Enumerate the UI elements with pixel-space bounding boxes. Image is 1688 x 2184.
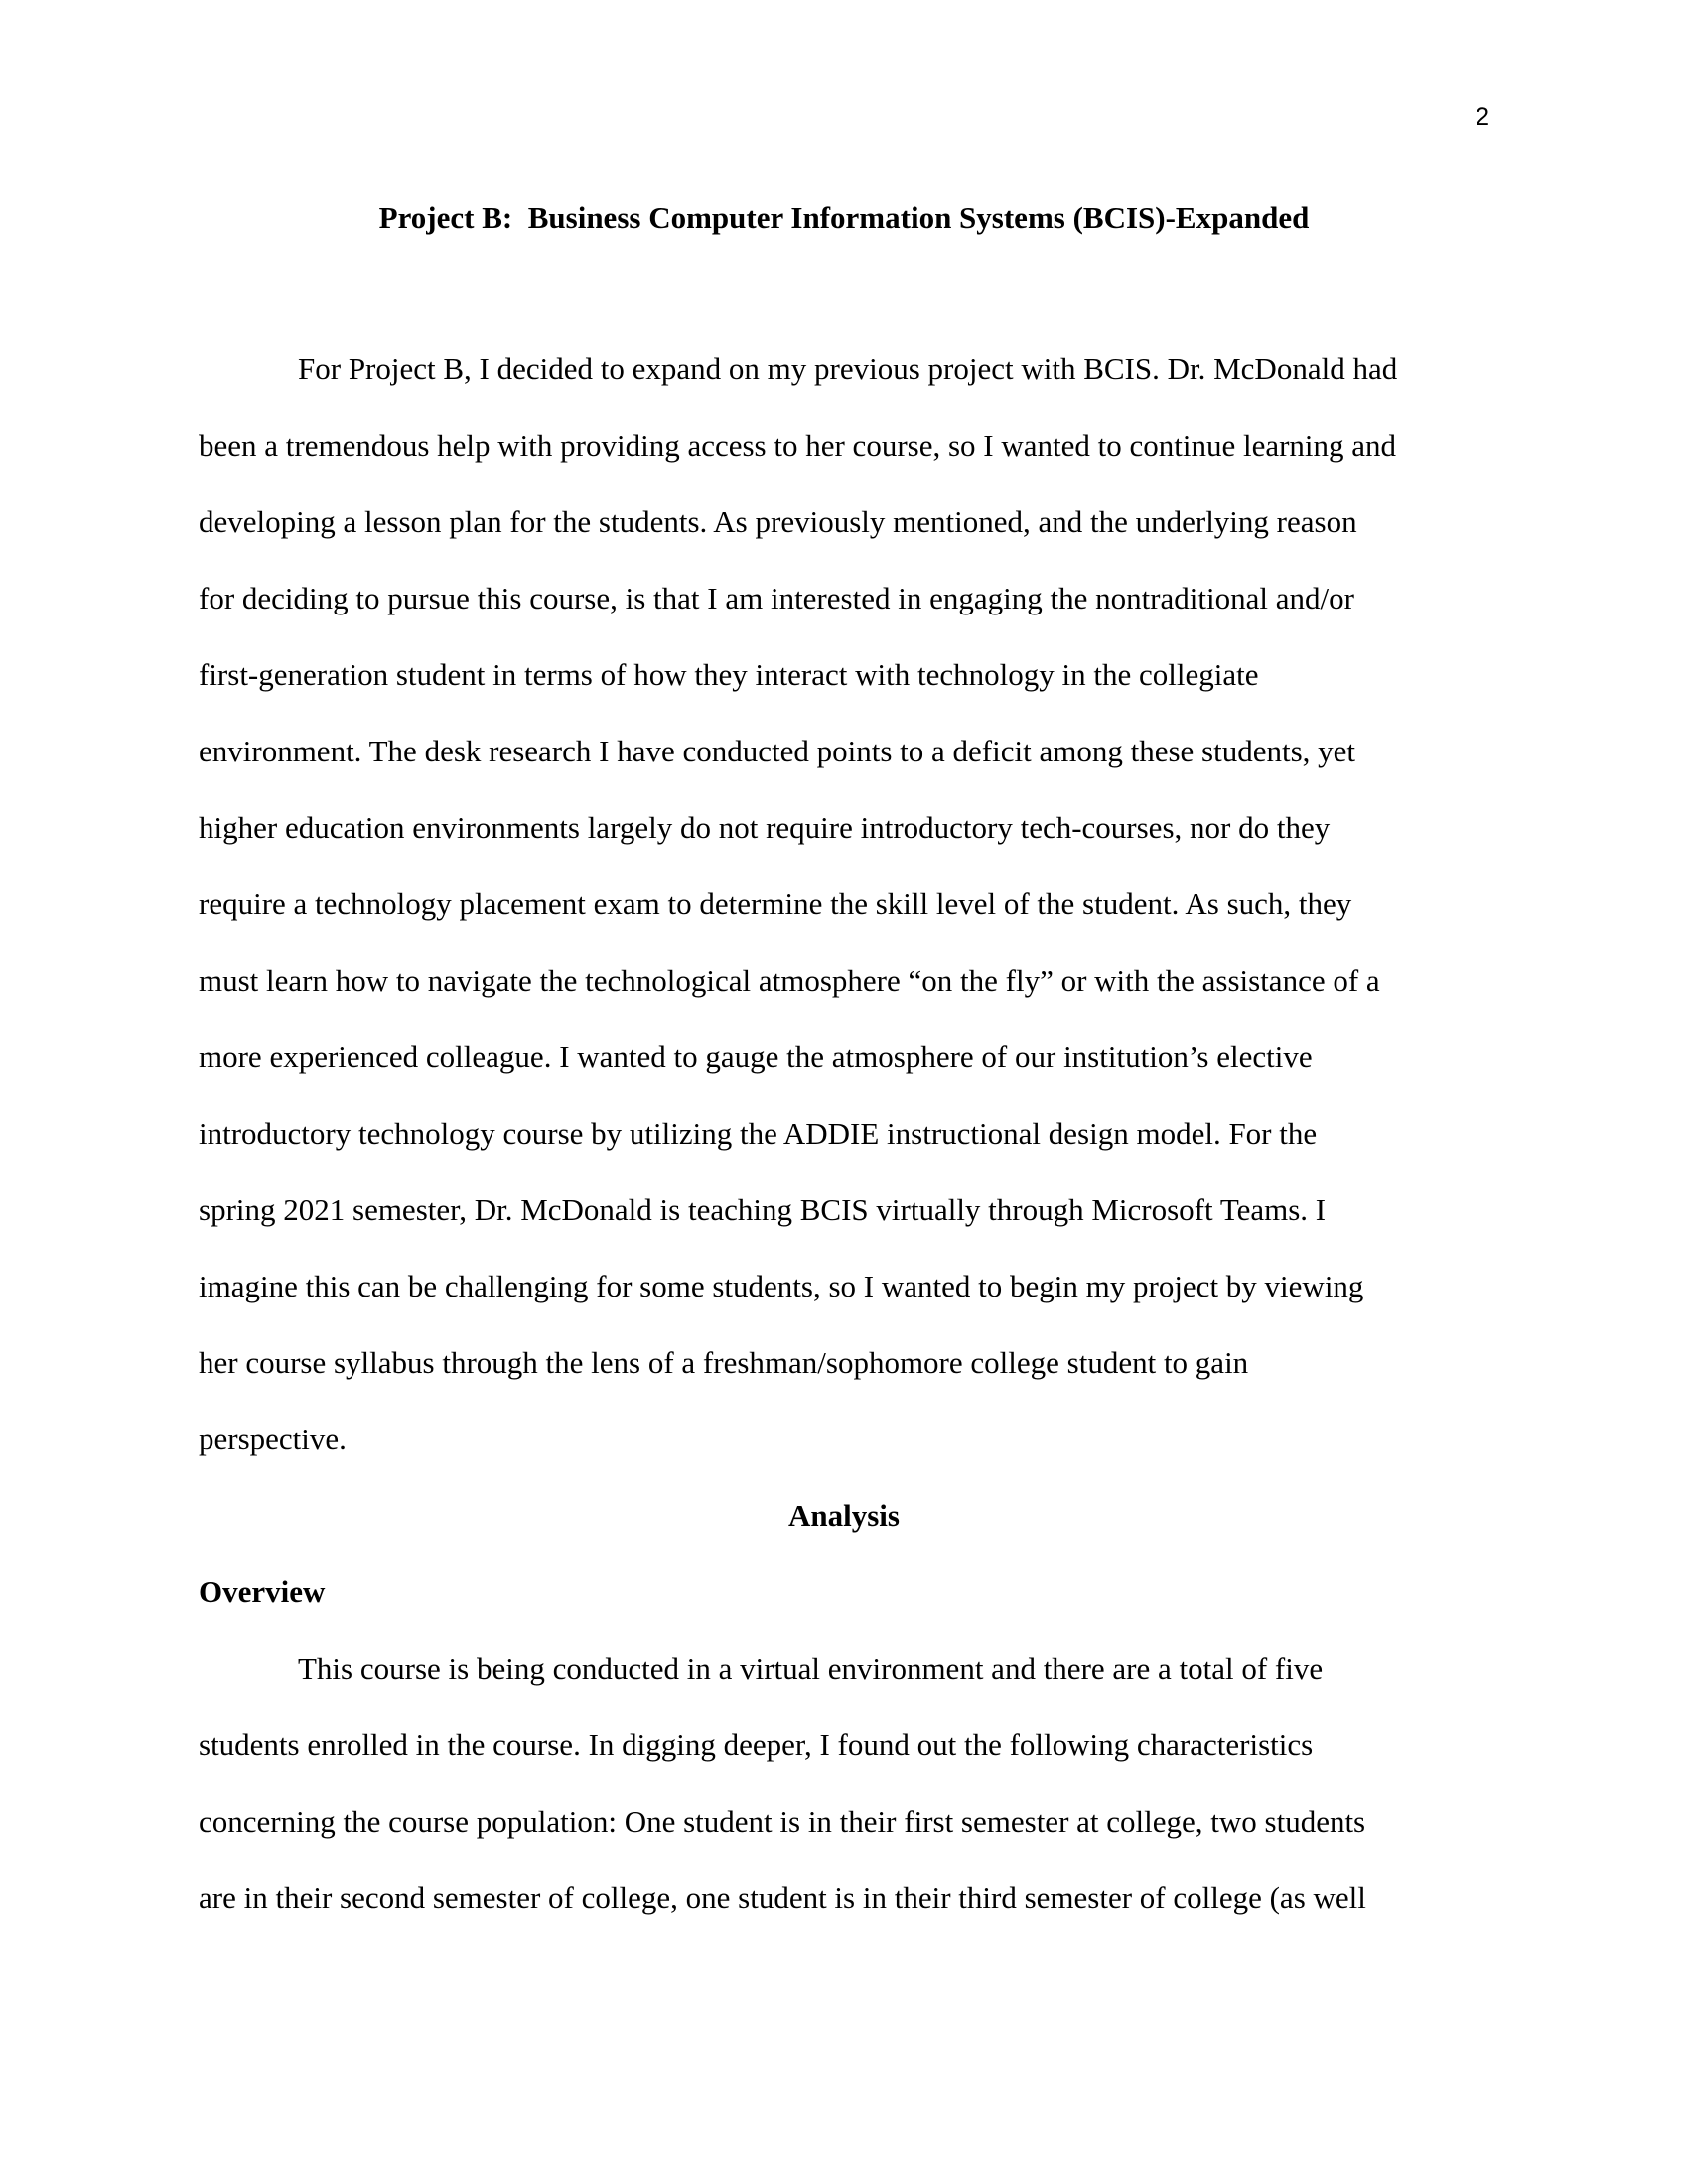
paragraph-line: concerning the course population: One student is in their first semester at college, two students [199,1804,1366,1839]
paragraph-line: must learn how to navigate the technological atmosphere “on the fly” or with the assistance of a [199,963,1380,998]
paragraph-line: perspective. [199,1422,347,1456]
section-heading: Analysis [788,1498,900,1533]
paragraph-line: are in their second semester of college, one student is in their third semester of college (as well [199,1880,1366,1915]
page-number: 2 [1476,103,1489,131]
paragraph-line: This course is being conducted in a virtual environment and there are a total of five [298,1651,1324,1686]
paragraph-line: higher education environments largely do not require introductory tech-courses, nor do they [199,810,1331,845]
subsection-heading: Overview [199,1574,326,1609]
paragraph-line: students enrolled in the course. In digging deeper, I found out the following characteristics [199,1727,1314,1762]
paragraph-line: been a tremendous help with providing access to her course, so I wanted to continue learning and [199,428,1397,463]
paragraph-line: imagine this can be challenging for some students, so I wanted to begin my project by viewing [199,1269,1364,1303]
paragraph-line: more experienced colleague. I wanted to gauge the atmosphere of our institution’s elective [199,1039,1313,1074]
paragraph-line: first-generation student in terms of how they interact with technology in the collegiate [199,657,1259,692]
document-body [199,349,1489,1955]
paragraph-line: spring 2021 semester, Dr. McDonald is teaching BCIS virtually through Microsoft Teams. I [199,1192,1327,1227]
paragraph-line: developing a lesson plan for the students. As previously mentioned, and the underlying reason [199,504,1357,539]
document-title: Project B: Business Computer Information Systems (BCIS)-Expanded [378,201,1310,235]
paragraph-line: for deciding to pursue this course, is that I am interested in engaging the nontraditional and/or [199,581,1354,615]
paragraph-line: environment. The desk research I have conducted points to a deficit among these students, yet [199,734,1356,768]
paragraph-line: her course syllabus through the lens of a freshman/sophomore college student to gain [199,1345,1249,1380]
paragraph-line: require a technology placement exam to determine the skill level of the student. As such, they [199,887,1352,921]
paragraph-line: introductory technology course by utilizing the ADDIE instructional design model. For the [199,1116,1318,1151]
paragraph-line: For Project B, I decided to expand on my previous project with BCIS. Dr. McDonald had [298,351,1398,386]
